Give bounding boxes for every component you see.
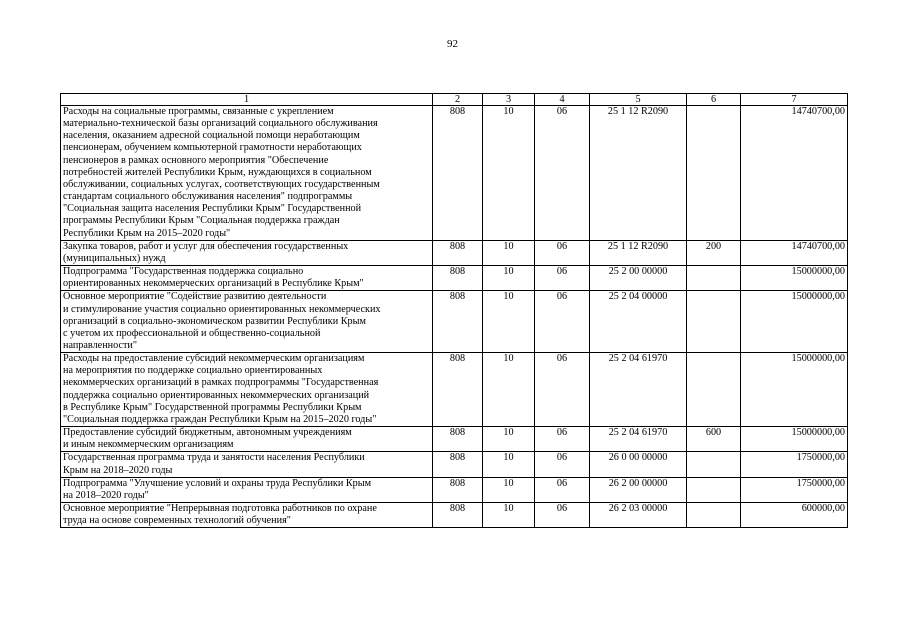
description-line: Предоставление субсидий бюджетным, автономным учреждениям: [63, 427, 352, 439]
row-description: [61, 353, 433, 427]
row-description: [61, 503, 433, 528]
description-line: на мероприятия по поддержке социально ориентированных: [63, 365, 323, 377]
table-row: [61, 240, 848, 265]
description-line: направленности": [63, 339, 138, 351]
expense-type-code: [687, 477, 741, 502]
description-line: потребностей жителей Республики Крым, нуждающихся в социальном: [63, 166, 372, 178]
ministry-code: 808: [433, 503, 483, 528]
ministry-code: 808: [433, 427, 483, 452]
description-line: программы Республики Крым "Социальная поддержка граждан: [63, 215, 340, 227]
expense-type-code: [687, 353, 741, 427]
ministry-code: 808: [433, 266, 483, 291]
ministry-code: 808: [433, 353, 483, 427]
target-article-code: 25 1 12 R2090: [590, 240, 687, 265]
header-col-2: 2: [433, 94, 483, 106]
amount-value: 14740700,00: [741, 240, 848, 265]
section-code: 10: [483, 106, 535, 241]
description-line: Подпрограмма "Улучшение условий и охраны труда Республики Крым: [63, 477, 372, 489]
expense-type-code: [687, 106, 741, 241]
ministry-code: 808: [433, 452, 483, 477]
target-article-code: 25 2 00 00000: [590, 266, 687, 291]
row-description: [61, 427, 433, 452]
expense-type-code: [687, 266, 741, 291]
header-row: [61, 94, 848, 106]
header-col-6: 6: [687, 94, 741, 106]
header-col-1: 1: [61, 94, 433, 106]
table-row: [61, 452, 848, 477]
description-line: Основное мероприятие "Содействие развитию деятельности: [63, 291, 327, 303]
section-code: 10: [483, 477, 535, 502]
row-description: [61, 291, 433, 353]
subsection-code: 06: [535, 266, 590, 291]
row-description: [61, 477, 433, 502]
table-row: [61, 427, 848, 452]
table-row: [61, 266, 848, 291]
ministry-code: 808: [433, 106, 483, 241]
description-line: Подпрограмма "Государственная поддержка социально: [63, 266, 304, 278]
expense-type-code: [687, 503, 741, 528]
subsection-code: 06: [535, 503, 590, 528]
description-line: стандартам социального обслуживания населения" подпрограммы: [63, 191, 353, 203]
target-article-code: 26 2 00 00000: [590, 477, 687, 502]
expense-type-code: [687, 291, 741, 353]
description-line: Государственная программа труда и занятости населения Республики: [63, 452, 365, 464]
description-line: некоммерческих организаций в рамках подпрограммы "Государственная: [63, 377, 379, 389]
target-article-code: 25 2 04 61970: [590, 353, 687, 427]
amount-value: 15000000,00: [741, 266, 848, 291]
row-description: [61, 266, 433, 291]
description-line: населения, оказанием адресной социальной помощи неработающим: [63, 130, 360, 142]
expense-type-code: 200: [687, 240, 741, 265]
subsection-code: 06: [535, 477, 590, 502]
expense-type-code: [687, 452, 741, 477]
amount-value: 15000000,00: [741, 427, 848, 452]
description-line: обслуживании, социальных услугах, соответствующих государственным: [63, 178, 380, 190]
target-article-code: 25 2 04 61970: [590, 427, 687, 452]
target-article-code: 26 0 00 00000: [590, 452, 687, 477]
subsection-code: 06: [535, 291, 590, 353]
description-line: Расходы на социальные программы, связанные с укреплением: [63, 106, 334, 117]
amount-value: 14740700,00: [741, 106, 848, 241]
subsection-code: 06: [535, 106, 590, 241]
section-code: 10: [483, 353, 535, 427]
amount-value: 1750000,00: [741, 477, 848, 502]
table-row: [61, 291, 848, 353]
row-description: [61, 240, 433, 265]
description-line: пенсионеров в рамках основного мероприятия "Обеспечение: [63, 154, 329, 166]
table-row: [61, 106, 848, 241]
description-line: и стимулирование участия социально ориентированных некоммерческих: [63, 303, 381, 315]
description-line: в Республике Крым" Государственной программы Республики Крым: [63, 401, 362, 413]
header-col-5: 5: [590, 94, 687, 106]
header-col-3: 3: [483, 94, 535, 106]
subsection-code: 06: [535, 452, 590, 477]
ministry-code: 808: [433, 291, 483, 353]
section-code: 10: [483, 291, 535, 353]
table-row: [61, 503, 848, 528]
table-row: [61, 353, 848, 427]
description-line: и иным некоммерческим организациям: [63, 439, 234, 451]
ministry-code: 808: [433, 477, 483, 502]
description-line: "Социальная защита населения Республики Крым" Государственной: [63, 203, 362, 215]
description-line: материально-технической базы организаций социального обслуживания: [63, 118, 378, 130]
target-article-code: 25 1 12 R2090: [590, 106, 687, 241]
table-row: [61, 477, 848, 502]
expense-type-code: 600: [687, 427, 741, 452]
description-line: с учетом их профессиональной и общественно-социальной: [63, 327, 321, 339]
description-line: труда на основе современных технологий обучения": [63, 515, 291, 527]
description-line: поддержка социально ориентированных некоммерческих организаций: [63, 389, 370, 401]
amount-value: 15000000,00: [741, 291, 848, 353]
row-description: [61, 106, 433, 241]
budget-table: [60, 93, 848, 528]
header-col-7: 7: [741, 94, 848, 106]
section-code: 10: [483, 266, 535, 291]
table-body: [61, 106, 848, 528]
subsection-code: 06: [535, 427, 590, 452]
ministry-code: 808: [433, 240, 483, 265]
target-article-code: 26 2 03 00000: [590, 503, 687, 528]
description-line: Закупка товаров, работ и услуг для обеспечения государственных: [63, 240, 349, 252]
description-line: Расходы на предоставление субсидий некоммерческим организациям: [63, 353, 365, 365]
description-line: Республики Крым на 2015–2020 годы": [63, 227, 231, 239]
description-line: ориентированных некоммерческих организаций в Республике Крым": [63, 278, 364, 290]
description-line: Крым на 2018–2020 годы: [63, 464, 173, 476]
description-line: пенсионерам, обучением компьютерной грамотности неработающих: [63, 142, 362, 154]
page-number: 92: [447, 38, 458, 50]
section-code: 10: [483, 503, 535, 528]
header-col-4: 4: [535, 94, 590, 106]
description-line: на 2018–2020 годы": [63, 489, 149, 501]
amount-value: 15000000,00: [741, 353, 848, 427]
target-article-code: 25 2 04 00000: [590, 291, 687, 353]
description-line: Основное мероприятие "Непрерывная подготовка работников по охране: [63, 503, 377, 514]
section-code: 10: [483, 240, 535, 265]
description-line: (муниципальных) нужд: [63, 252, 166, 264]
amount-value: 600000,00: [741, 503, 848, 528]
subsection-code: 06: [535, 353, 590, 427]
section-code: 10: [483, 452, 535, 477]
description-line: "Социальная поддержка граждан Республики Крым на 2015–2020 годы": [63, 413, 377, 425]
subsection-code: 06: [535, 240, 590, 265]
section-code: 10: [483, 427, 535, 452]
amount-value: 1750000,00: [741, 452, 848, 477]
row-description: [61, 452, 433, 477]
description-line: организаций в социально-экономическом развитии Республики Крым: [63, 315, 366, 327]
